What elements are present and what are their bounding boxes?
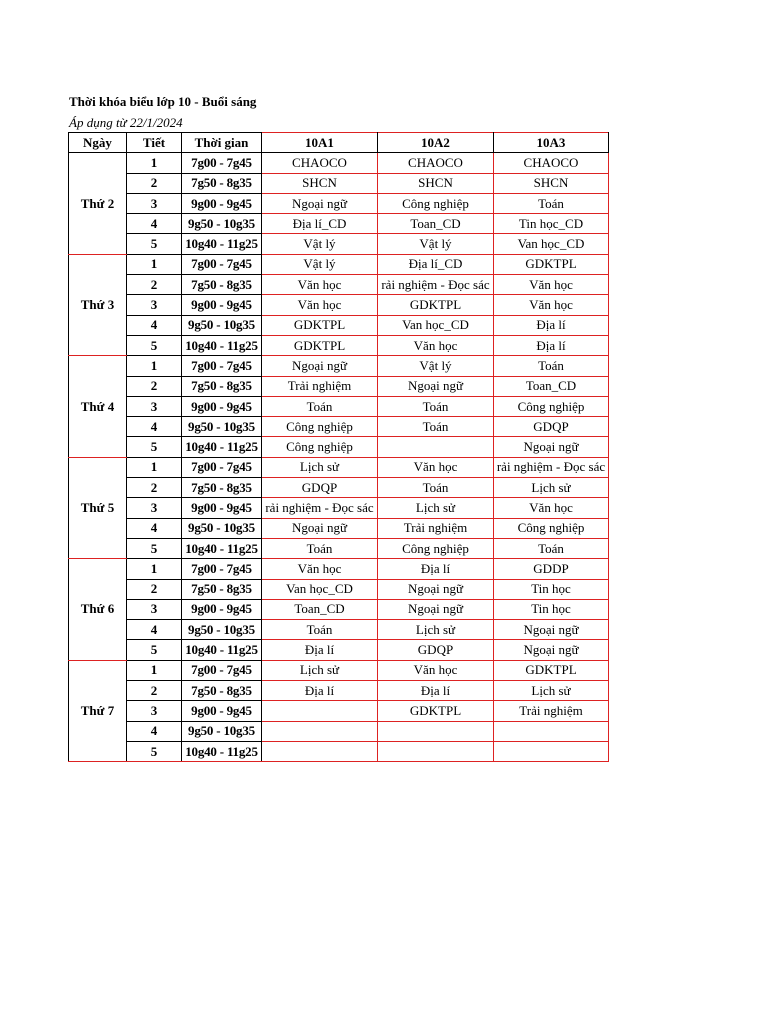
subject-cell-10a1: Lịch sử xyxy=(262,457,378,477)
time-cell: 9g00 - 9g45 xyxy=(182,599,262,619)
table-row xyxy=(69,437,609,457)
subject-cell-10a3: Tin học xyxy=(494,599,609,619)
time-cell: 7g00 - 7g45 xyxy=(182,356,262,376)
table-row xyxy=(69,254,609,274)
subject-cell-10a1: rải nghiệm - Đọc sác xyxy=(262,498,378,518)
time-cell: 10g40 - 11g25 xyxy=(182,234,262,254)
table-row xyxy=(69,701,609,721)
time-cell: 7g50 - 8g35 xyxy=(182,275,262,295)
subject-cell-10a1: GDKTPL xyxy=(262,315,378,335)
timetable xyxy=(68,132,609,762)
period-cell: 4 xyxy=(127,620,182,640)
subject-cell-10a2: Địa lí xyxy=(378,559,494,579)
table-row xyxy=(69,579,609,599)
subject-cell-10a1: Ngoại ngữ xyxy=(262,518,378,538)
period-cell: 3 xyxy=(127,701,182,721)
table-row xyxy=(69,620,609,640)
table-row xyxy=(69,335,609,355)
period-cell: 2 xyxy=(127,173,182,193)
subject-cell-10a1 xyxy=(262,741,378,761)
subject-cell-10a3: Địa lí xyxy=(494,315,609,335)
time-cell: 7g50 - 8g35 xyxy=(182,579,262,599)
table-row xyxy=(69,396,609,416)
subject-cell-10a2: Địa lí xyxy=(378,681,494,701)
day-cell: Thứ 6 xyxy=(69,559,127,660)
subject-cell-10a1: Vật lý xyxy=(262,234,378,254)
subject-cell-10a1: Văn học xyxy=(262,559,378,579)
subject-cell-10a3: Văn học xyxy=(494,498,609,518)
subject-cell-10a2: Ngoại ngữ xyxy=(378,599,494,619)
subject-cell-10a3: Lịch sử xyxy=(494,681,609,701)
subject-cell-10a3: GDKTPL xyxy=(494,254,609,274)
period-cell: 5 xyxy=(127,335,182,355)
subject-cell-10a2: Vật lý xyxy=(378,234,494,254)
header-day: Ngày xyxy=(69,133,127,153)
period-cell: 1 xyxy=(127,559,182,579)
subject-cell-10a1: Van học_CD xyxy=(262,579,378,599)
time-cell: 10g40 - 11g25 xyxy=(182,538,262,558)
subject-cell-10a2 xyxy=(378,721,494,741)
time-cell: 9g00 - 9g45 xyxy=(182,498,262,518)
subject-cell-10a3 xyxy=(494,741,609,761)
table-row xyxy=(69,457,609,477)
time-cell: 7g00 - 7g45 xyxy=(182,660,262,680)
subject-cell-10a2: Văn học xyxy=(378,660,494,680)
subject-cell-10a1: Công nghiệp xyxy=(262,437,378,457)
time-cell: 9g00 - 9g45 xyxy=(182,193,262,213)
table-row xyxy=(69,721,609,741)
table-row xyxy=(69,681,609,701)
table-row xyxy=(69,538,609,558)
subject-cell-10a2: rải nghiệm - Đọc sác xyxy=(378,275,494,295)
subject-cell-10a3: Văn học xyxy=(494,295,609,315)
subject-cell-10a2: Ngoại ngữ xyxy=(378,376,494,396)
period-cell: 1 xyxy=(127,660,182,680)
page-subtitle: Áp dụng từ 22/1/2024 xyxy=(69,115,183,130)
time-cell: 10g40 - 11g25 xyxy=(182,741,262,761)
subject-cell-10a3: GDDP xyxy=(494,559,609,579)
subject-cell-10a2: Toán xyxy=(378,417,494,437)
subject-cell-10a2: Ngoại ngữ xyxy=(378,579,494,599)
table-row xyxy=(69,193,609,213)
subject-cell-10a2: Công nghiệp xyxy=(378,193,494,213)
subject-cell-10a3: Tin học xyxy=(494,579,609,599)
time-cell: 7g00 - 7g45 xyxy=(182,457,262,477)
subject-cell-10a2: Địa lí_CD xyxy=(378,254,494,274)
day-cell: Thứ 5 xyxy=(69,457,127,558)
subject-cell-10a3: Địa lí xyxy=(494,335,609,355)
time-cell: 7g50 - 8g35 xyxy=(182,376,262,396)
table-row xyxy=(69,417,609,437)
subject-cell-10a2: Van học_CD xyxy=(378,315,494,335)
subject-cell-10a1: GDQP xyxy=(262,478,378,498)
day-cell: Thứ 3 xyxy=(69,254,127,355)
subject-cell-10a2: Công nghiệp xyxy=(378,538,494,558)
time-cell: 10g40 - 11g25 xyxy=(182,640,262,660)
table-row xyxy=(69,660,609,680)
timetable-body xyxy=(69,153,609,762)
subject-cell-10a1: Lịch sử xyxy=(262,660,378,680)
day-cell: Thứ 7 xyxy=(69,660,127,761)
subject-cell-10a3: SHCN xyxy=(494,173,609,193)
subject-cell-10a2: GDKTPL xyxy=(378,295,494,315)
time-cell: 9g00 - 9g45 xyxy=(182,701,262,721)
subject-cell-10a1: Địa lí xyxy=(262,640,378,660)
subject-cell-10a2: Văn học xyxy=(378,457,494,477)
subject-cell-10a1: Vật lý xyxy=(262,254,378,274)
time-cell: 7g00 - 7g45 xyxy=(182,153,262,173)
subject-cell-10a3: GDQP xyxy=(494,417,609,437)
header-class-10a1: 10A1 xyxy=(262,133,378,153)
subject-cell-10a3: Công nghiệp xyxy=(494,396,609,416)
time-cell: 7g50 - 8g35 xyxy=(182,478,262,498)
subject-cell-10a2: Toán xyxy=(378,396,494,416)
time-cell: 7g50 - 8g35 xyxy=(182,681,262,701)
subject-cell-10a1 xyxy=(262,721,378,741)
subject-cell-10a2: Vật lý xyxy=(378,356,494,376)
subject-cell-10a3: Ngoại ngữ xyxy=(494,437,609,457)
time-cell: 9g50 - 10g35 xyxy=(182,315,262,335)
subject-cell-10a2: CHAOCO xyxy=(378,153,494,173)
table-row xyxy=(69,741,609,761)
subject-cell-10a1: GDKTPL xyxy=(262,335,378,355)
period-cell: 2 xyxy=(127,478,182,498)
subject-cell-10a3: Toan_CD xyxy=(494,376,609,396)
subject-cell-10a3: Văn học xyxy=(494,275,609,295)
subject-cell-10a3: Toán xyxy=(494,193,609,213)
period-cell: 1 xyxy=(127,356,182,376)
period-cell: 5 xyxy=(127,640,182,660)
table-row xyxy=(69,153,609,173)
time-cell: 9g50 - 10g35 xyxy=(182,417,262,437)
subject-cell-10a1: Công nghiệp xyxy=(262,417,378,437)
header-row xyxy=(69,133,609,153)
subject-cell-10a1: Toán xyxy=(262,396,378,416)
day-cell: Thứ 2 xyxy=(69,153,127,254)
table-row xyxy=(69,214,609,234)
period-cell: 4 xyxy=(127,214,182,234)
subject-cell-10a1: Toán xyxy=(262,620,378,640)
subject-cell-10a3: GDKTPL xyxy=(494,660,609,680)
subject-cell-10a1: Ngoại ngữ xyxy=(262,193,378,213)
subject-cell-10a3: Toán xyxy=(494,356,609,376)
period-cell: 3 xyxy=(127,396,182,416)
table-row xyxy=(69,498,609,518)
subject-cell-10a1: Toán xyxy=(262,538,378,558)
subject-cell-10a1: Toan_CD xyxy=(262,599,378,619)
subject-cell-10a1: CHAOCO xyxy=(262,153,378,173)
subject-cell-10a2: Trải nghiệm xyxy=(378,518,494,538)
table-row xyxy=(69,173,609,193)
time-cell: 10g40 - 11g25 xyxy=(182,437,262,457)
time-cell: 9g50 - 10g35 xyxy=(182,721,262,741)
day-cell: Thứ 4 xyxy=(69,356,127,457)
table-row xyxy=(69,559,609,579)
time-cell: 7g00 - 7g45 xyxy=(182,254,262,274)
period-cell: 2 xyxy=(127,376,182,396)
subject-cell-10a3: Ngoại ngữ xyxy=(494,620,609,640)
subject-cell-10a3: Ngoại ngữ xyxy=(494,640,609,660)
subject-cell-10a3: Van học_CD xyxy=(494,234,609,254)
subject-cell-10a2: Lịch sử xyxy=(378,498,494,518)
header-period: Tiết xyxy=(127,133,182,153)
table-row xyxy=(69,518,609,538)
period-cell: 1 xyxy=(127,254,182,274)
time-cell: 7g50 - 8g35 xyxy=(182,173,262,193)
subject-cell-10a2: Văn học xyxy=(378,335,494,355)
period-cell: 1 xyxy=(127,457,182,477)
subject-cell-10a3: Toán xyxy=(494,538,609,558)
header-class-10a2: 10A2 xyxy=(378,133,494,153)
subject-cell-10a1: Địa lí_CD xyxy=(262,214,378,234)
subject-cell-10a3: Trải nghiệm xyxy=(494,701,609,721)
subject-cell-10a2: Lịch sử xyxy=(378,620,494,640)
subject-cell-10a3 xyxy=(494,721,609,741)
subject-cell-10a2: Toan_CD xyxy=(378,214,494,234)
time-cell: 9g50 - 10g35 xyxy=(182,620,262,640)
time-cell: 9g00 - 9g45 xyxy=(182,396,262,416)
period-cell: 5 xyxy=(127,538,182,558)
table-row xyxy=(69,234,609,254)
subject-cell-10a3: rải nghiệm - Đọc sác xyxy=(494,457,609,477)
period-cell: 2 xyxy=(127,579,182,599)
table-row xyxy=(69,478,609,498)
period-cell: 3 xyxy=(127,295,182,315)
period-cell: 4 xyxy=(127,721,182,741)
period-cell: 3 xyxy=(127,599,182,619)
table-row xyxy=(69,295,609,315)
subject-cell-10a1: Trải nghiệm xyxy=(262,376,378,396)
time-cell: 9g00 - 9g45 xyxy=(182,295,262,315)
subject-cell-10a1: Văn học xyxy=(262,275,378,295)
header-class-10a3: 10A3 xyxy=(494,133,609,153)
table-row xyxy=(69,275,609,295)
subject-cell-10a1: Địa lí xyxy=(262,681,378,701)
subject-cell-10a2 xyxy=(378,437,494,457)
table-row xyxy=(69,599,609,619)
subject-cell-10a2: GDQP xyxy=(378,640,494,660)
period-cell: 5 xyxy=(127,437,182,457)
subject-cell-10a3: Lịch sử xyxy=(494,478,609,498)
subject-cell-10a1: Ngoại ngữ xyxy=(262,356,378,376)
period-cell: 5 xyxy=(127,741,182,761)
table-row xyxy=(69,376,609,396)
subject-cell-10a2: Toán xyxy=(378,478,494,498)
table-row xyxy=(69,356,609,376)
table-row xyxy=(69,640,609,660)
period-cell: 4 xyxy=(127,518,182,538)
subject-cell-10a2: SHCN xyxy=(378,173,494,193)
subject-cell-10a1: Văn học xyxy=(262,295,378,315)
period-cell: 2 xyxy=(127,681,182,701)
page-title: Thời khóa biểu lớp 10 - Buổi sáng xyxy=(69,94,257,109)
period-cell: 4 xyxy=(127,315,182,335)
subject-cell-10a3: Công nghiệp xyxy=(494,518,609,538)
subject-cell-10a1 xyxy=(262,701,378,721)
time-cell: 10g40 - 11g25 xyxy=(182,335,262,355)
time-cell: 9g50 - 10g35 xyxy=(182,214,262,234)
time-cell: 9g50 - 10g35 xyxy=(182,518,262,538)
period-cell: 3 xyxy=(127,193,182,213)
period-cell: 5 xyxy=(127,234,182,254)
subject-cell-10a2 xyxy=(378,741,494,761)
subject-cell-10a3: CHAOCO xyxy=(494,153,609,173)
table-row xyxy=(69,315,609,335)
period-cell: 2 xyxy=(127,275,182,295)
subject-cell-10a1: SHCN xyxy=(262,173,378,193)
subject-cell-10a2: GDKTPL xyxy=(378,701,494,721)
period-cell: 1 xyxy=(127,153,182,173)
subject-cell-10a3: Tin học_CD xyxy=(494,214,609,234)
time-cell: 7g00 - 7g45 xyxy=(182,559,262,579)
header-time: Thời gian xyxy=(182,133,262,153)
period-cell: 4 xyxy=(127,417,182,437)
period-cell: 3 xyxy=(127,498,182,518)
